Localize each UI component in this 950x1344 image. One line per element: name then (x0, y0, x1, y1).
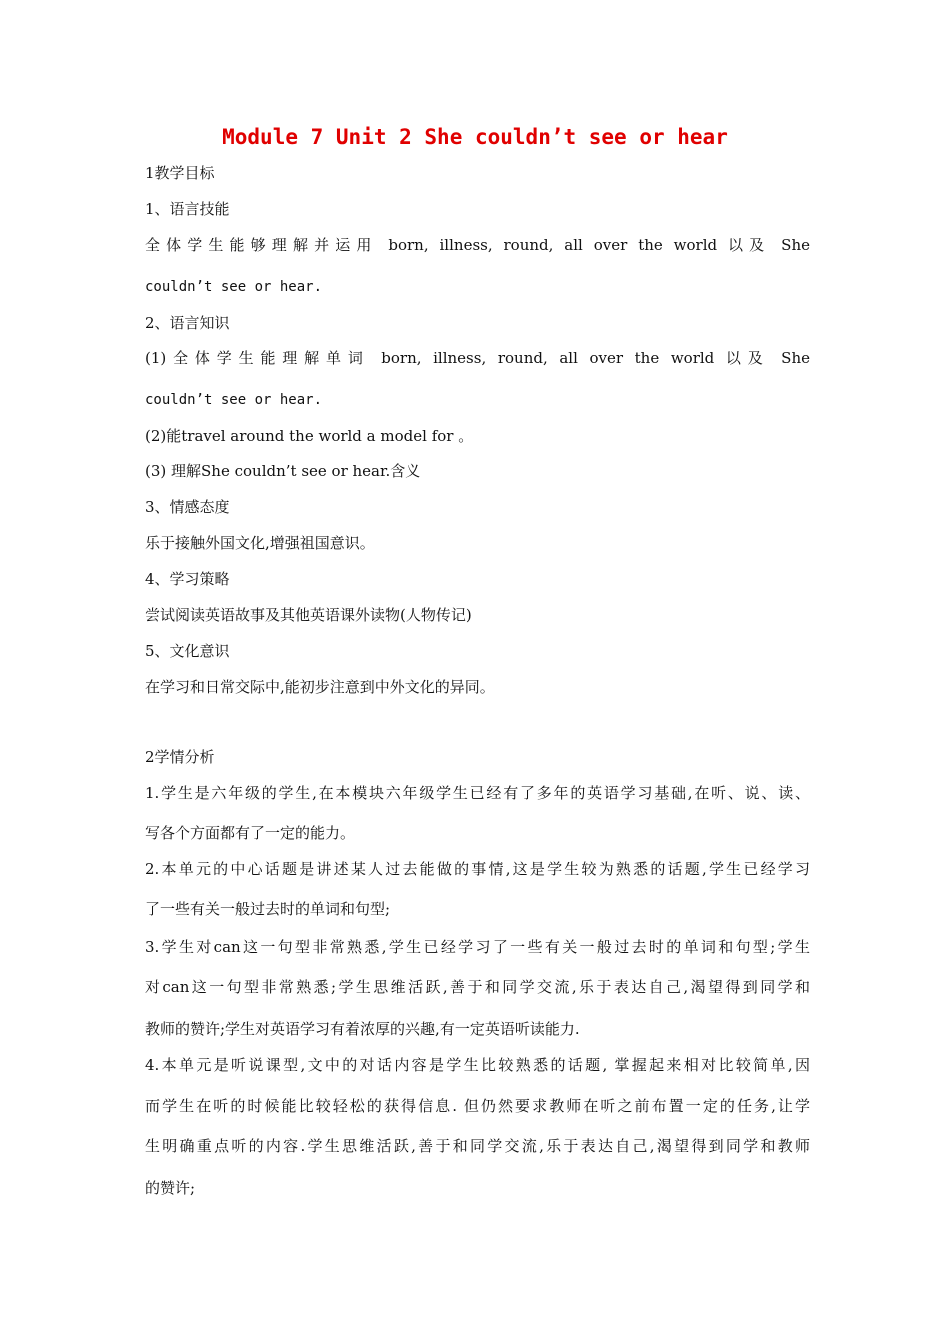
document-title: Module 7 Unit 2 She couldn’t see or hear (222, 125, 728, 149)
analysis-p1-line-2: 写各个方面都有了一定的能力。 (145, 824, 356, 842)
knowledge-text-line-3: (2)能travel around the world a model for 。 (145, 427, 474, 445)
analysis-p4-line-2: 而学生在听的时候能比较轻松的获得信息. 但仍然要求教师在听之前布置一定的任务,让学 (145, 1097, 810, 1115)
section-heading-teaching-goals: 1教学目标 (145, 164, 215, 182)
analysis-p2-line-2: 了一些有关一般过去时的单词和句型; (145, 900, 391, 918)
analysis-p1-line-1: 1.学生是六年级的学生,在本模块六年级学生已经有了多年的英语学习基础,在听、说、读、 (145, 784, 810, 802)
analysis-p3-line-3: 教师的赞许;学生对英语学习有着浓厚的兴趣,有一定英语听读能力. (145, 1020, 580, 1038)
culture-text: 在学习和日常交际中,能初步注意到中外文化的异同。 (145, 678, 495, 696)
skills-text-line-1: 全体学生能够理解并运用 born, illness, round, all over the world 以及 She (145, 236, 810, 254)
analysis-p3-line-1: 3.学生对can这一句型非常熟悉,学生已经学习了一些有关一般过去时的单词和句型;学生 (145, 938, 810, 956)
subheading-language-skills: 1、语言技能 (145, 200, 230, 218)
knowledge-text-line-4: (3) 理解She couldn’t see or hear.含义 (145, 462, 421, 480)
strategy-text: 尝试阅读英语故事及其他英语课外读物(人物传记) (145, 606, 472, 624)
subheading-emotional-attitude: 3、情感态度 (145, 498, 230, 516)
section-heading-student-analysis: 2学情分析 (145, 748, 215, 766)
knowledge-text-line-1: (1)全体学生能理解单词 born, illness, round, all over the world 以及 She (145, 349, 810, 367)
analysis-p4-line-1: 4.本单元是听说课型,文中的对话内容是学生比较熟悉的话题, 掌握起来相对比较简单,因 (145, 1056, 810, 1074)
skills-text-line-2: couldn’t see or hear. (145, 279, 323, 295)
subheading-learning-strategy: 4、学习策略 (145, 570, 230, 588)
subheading-cultural-awareness: 5、文化意识 (145, 642, 230, 660)
knowledge-text-line-2: couldn’t see or hear. (145, 392, 323, 408)
analysis-p3-line-2: 对can这一句型非常熟悉;学生思维活跃,善于和同学交流,乐于表达自己,渴望得到同学和 (145, 978, 810, 996)
analysis-p2-line-1: 2.本单元的中心话题是讲述某人过去能做的事情,这是学生较为熟悉的话题,学生已经学习 (145, 860, 810, 878)
analysis-p4-line-3: 生明确重点听的内容.学生思维活跃,善于和同学交流,乐于表达自己,渴望得到同学和教师 (145, 1137, 810, 1155)
attitude-text: 乐于接触外国文化,增强祖国意识。 (145, 534, 375, 552)
subheading-language-knowledge: 2、语言知识 (145, 314, 230, 332)
analysis-p4-line-4: 的赞许; (145, 1179, 196, 1197)
